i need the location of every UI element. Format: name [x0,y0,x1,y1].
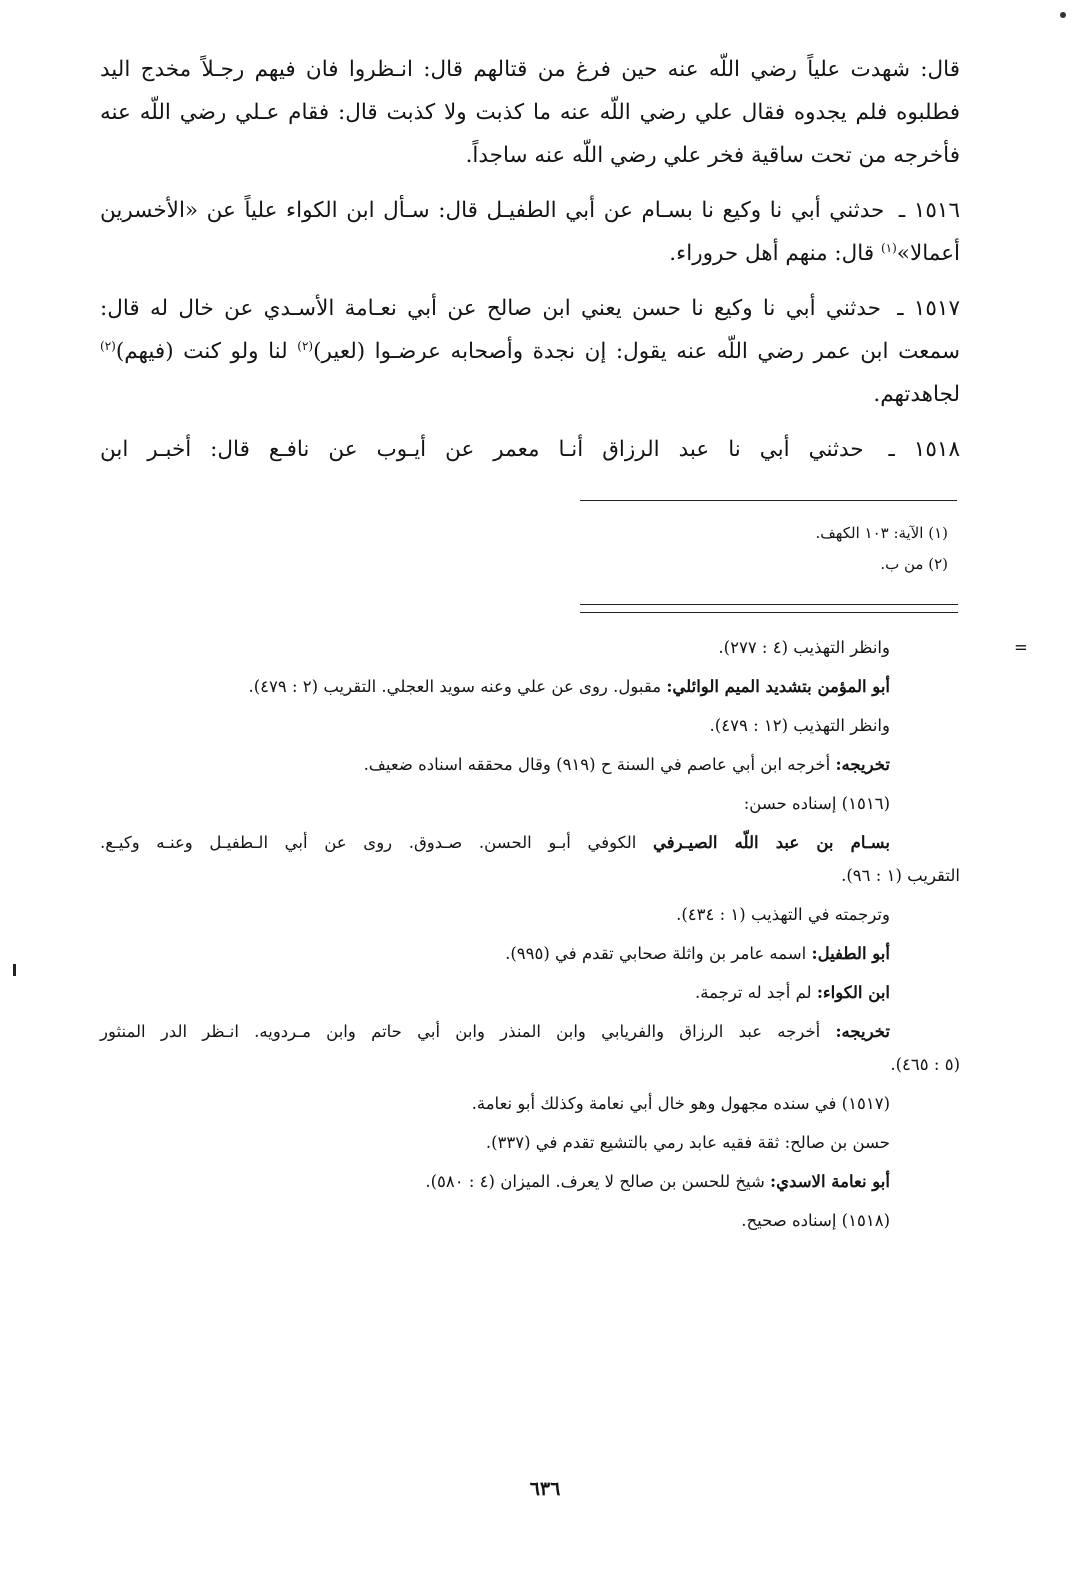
commentary [100,628,1028,1240]
hadith-text: حدثني أبي نا عبد الرزاق أنـا معمر عن أيـوب عن نافـع قال: أخبـر ابن [100,437,864,462]
hadith-number: ١٥١٨ ـ [888,437,960,462]
hadith-number: ١٥١٦ ـ [898,198,960,223]
paragraph-text: قال: شهدت علياً رضي اللّه عنه حين فرغ من قتالهم قال: انـظروا فان فيهم رجـلاً مخدج اليد فطلبوه فلم يجدوه فقال علي رضي اللّه عنه ما كذبت ولا كذبت قال: فقام عـلي رضي اللّه عنه فأخرجه من تحت ساقية فخر علي رضي اللّه عنه ساجداً. [100,57,960,168]
footnote: (١) الآية: ١٠٣ الكهف. [815,524,948,542]
footnote-marker[interactable]: (٢) [297,338,314,353]
section-label: تخريجه: [835,755,890,774]
commentary-line: (٥ : ٤٦٥). [890,1055,960,1074]
hadith-text: حدثني أبي نا وكيع نا حسن يعني ابن صالح عن أبي نعـامة الأسـدي عن خال له قال: سمعت ابن عمر رضي اللّه عنه يقول: إن نجدة وأصحابه عرضـوا (لعير) [100,296,960,364]
commentary-line: حسن بن صالح: ثقة فقيه عابد رمي بالتشيع تقدم في (٣٣٧). [485,1133,890,1152]
commentary-line: (١٥١٧) في سنده مجهول وهو خال أبي نعامة وكذلك أبو نعامة. [471,1094,890,1113]
footnote: (٢) من ب. [880,555,948,573]
section-label: تخريجه: [835,1022,890,1041]
commentary-line: التقريب (١ : ٩٦). [841,866,960,885]
commentary-line [100,628,1028,667]
commentary-text: الكوفي أبـو الحسن. صـدوق. روى عن أبي الـطفيـل وعنـه وكيـع. [100,833,654,852]
narrator-name: بسـام بن عبد اللّه الصيـرفي [653,833,890,852]
main-text [100,48,960,483]
commentary-line [100,973,960,1012]
commentary-text: أخرجه عبد الرزاق والفريابي وابن المنذر وابن أبي حاتم وابن مـردويه. انـظر الدر المنثور [100,1022,836,1041]
commentary-line: وانظر التهذيب (١٢ : ٤٧٩). [709,716,890,735]
narrator-name: أبو نعامة الاسدي: [770,1172,890,1191]
commentary-line [100,934,960,973]
commentary-line [100,745,960,784]
page-number: ٦٣٦ [529,1478,561,1500]
paragraph [100,48,960,177]
commentary-text: مقبول. روى عن علي وعنه سويد العجلي. التقريب (٢ : ٤٧٩). [248,677,667,696]
scan-mark [13,964,16,976]
footnote-divider [580,500,957,501]
scan-mark [1060,12,1066,18]
hadith-text: حدثني أبي نا وكيع نا بسـام عن أبي الطفيـل قال: سـأل ابن الكواء علياً عن «الأخسرين أعمالا» [100,198,960,266]
commentary-divider [580,604,958,605]
hadith-text: لجاهدتهم. [873,382,960,407]
commentary-line [100,823,960,862]
commentary-line: (١٥١٦) إسناده حسن: [743,794,890,813]
commentary-line [100,1012,960,1051]
hadith-1517 [100,287,960,416]
commentary-text: وانظر التهذيب (٤ : ٢٧٧). [718,638,890,657]
continuation-sign: = [1014,638,1028,657]
hadith-1518 [100,428,960,471]
commentary-line: (١٥١٨) إسناده صحيح. [741,1211,890,1230]
commentary-text: شيخ للحسن بن صالح لا يعرف. الميزان (٤ : ٥٨٠). [425,1172,771,1191]
commentary-line [100,667,960,706]
commentary-divider [580,612,958,613]
commentary-text: أخرجه ابن أبي عاصم في السنة ح (٩١٩) وقال محققه اسناده ضعيف. [363,755,836,774]
commentary-text: اسمه عامر بن واثلة صحابي تقدم في (٩٩٥). [505,944,812,963]
commentary-line [100,1162,960,1201]
narrator-name: ابن الكواء: [816,983,890,1002]
hadith-text: قال: منهم أهل حروراء. [669,241,881,266]
footnote-marker[interactable]: (١) [880,240,897,255]
commentary-line: وترجمته في التهذيب (١ : ٤٣٤). [676,905,890,924]
footnotes [560,518,948,580]
narrator-name: أبو الطفيل: [811,944,890,963]
hadith-1516 [100,189,960,275]
narrator-name: أبو المؤمن بتشديد الميم الوائلي: [666,677,890,696]
hadith-text: لنا ولو كنت (فيهم) [115,339,298,364]
footnote-marker[interactable]: (٢) [100,338,116,353]
commentary-text: لم أجد له ترجمة. [694,983,817,1002]
hadith-number: ١٥١٧ ـ [897,296,960,321]
